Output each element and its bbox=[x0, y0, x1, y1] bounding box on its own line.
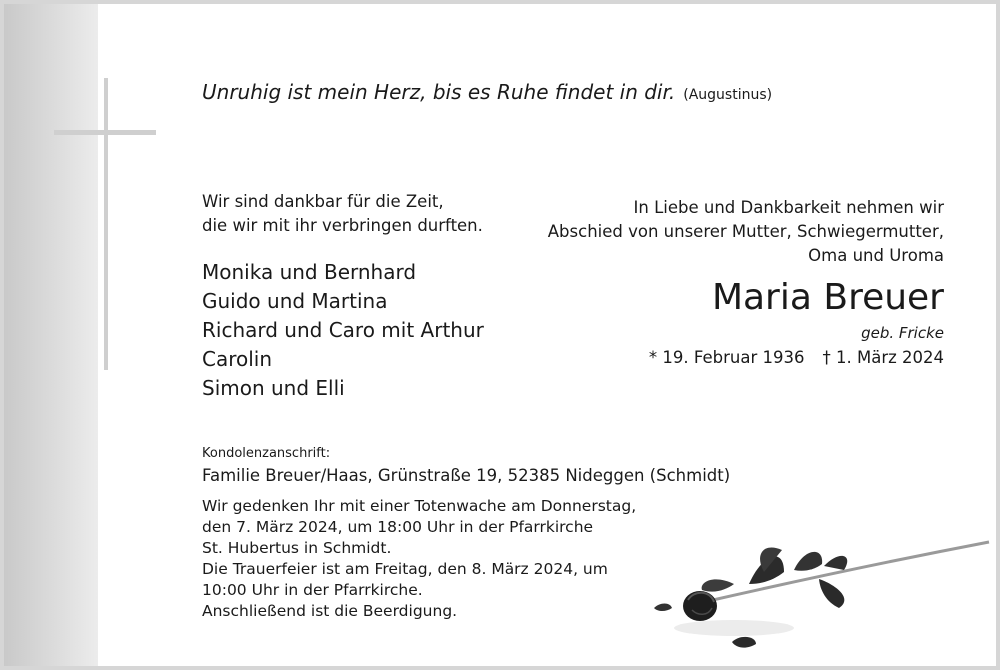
memorial-details bbox=[202, 496, 636, 622]
memorial-line: den 7. März 2024, um 18:00 Uhr in der Pfarrkirche bbox=[202, 518, 594, 536]
intro-line: Oma und Uroma bbox=[808, 246, 944, 265]
cross-icon bbox=[104, 78, 108, 370]
birth-date: * 19. Februar 1936 bbox=[648, 348, 805, 367]
mourner-name: Monika und Bernhard bbox=[202, 260, 417, 284]
condolence-address: Familie Breuer/Haas, Grünstraße 19, 52385 Nideggen (Schmidt) bbox=[202, 466, 731, 485]
quote-text: Unruhig ist mein Herz, bis es Ruhe findet in dir. bbox=[202, 80, 676, 104]
thanks-text bbox=[202, 190, 483, 238]
condolence-label: Kondolenzanschrift: bbox=[202, 446, 331, 461]
death-date: † 1. März 2024 bbox=[822, 348, 944, 367]
memorial-line: Wir gedenken Ihr mit einer Totenwache am Donnerstag, bbox=[202, 497, 637, 515]
intro-line: In Liebe und Dankbarkeit nehmen wir bbox=[633, 198, 944, 217]
birth-name: geb. Fricke bbox=[861, 324, 944, 342]
mourner-name: Guido und Martina bbox=[202, 289, 388, 313]
memorial-line: Die Trauerfeier ist am Freitag, den 8. März 2024, um bbox=[202, 560, 608, 578]
memorial-line: Anschließend ist die Beerdigung. bbox=[202, 602, 458, 620]
memorial-line: St. Hubertus in Schmidt. bbox=[202, 539, 392, 557]
mourner-name: Richard und Caro mit Arthur bbox=[202, 318, 484, 342]
intro-line: Abschied von unserer Mutter, Schwiegermutter, bbox=[547, 222, 944, 241]
intro-text bbox=[524, 196, 944, 268]
left-gradient-band bbox=[4, 4, 98, 666]
obituary-card bbox=[4, 4, 996, 666]
thanks-line: die wir mit ihr verbringen durften. bbox=[202, 216, 483, 235]
memorial-line: 10:00 Uhr in der Pfarrkirche. bbox=[202, 581, 423, 599]
deceased-name: Maria Breuer bbox=[711, 277, 944, 318]
life-dates bbox=[524, 348, 944, 367]
thanks-line: Wir sind dankbar für die Zeit, bbox=[202, 192, 444, 211]
cross-icon-bar bbox=[54, 130, 156, 135]
mourner-name: Carolin bbox=[202, 347, 273, 371]
quote bbox=[202, 80, 772, 104]
mourner-name: Simon und Elli bbox=[202, 376, 345, 400]
mourners-list bbox=[202, 258, 484, 403]
announcement-block bbox=[524, 196, 944, 367]
rose-icon bbox=[644, 524, 994, 664]
quote-author: (Augustinus) bbox=[683, 87, 773, 103]
